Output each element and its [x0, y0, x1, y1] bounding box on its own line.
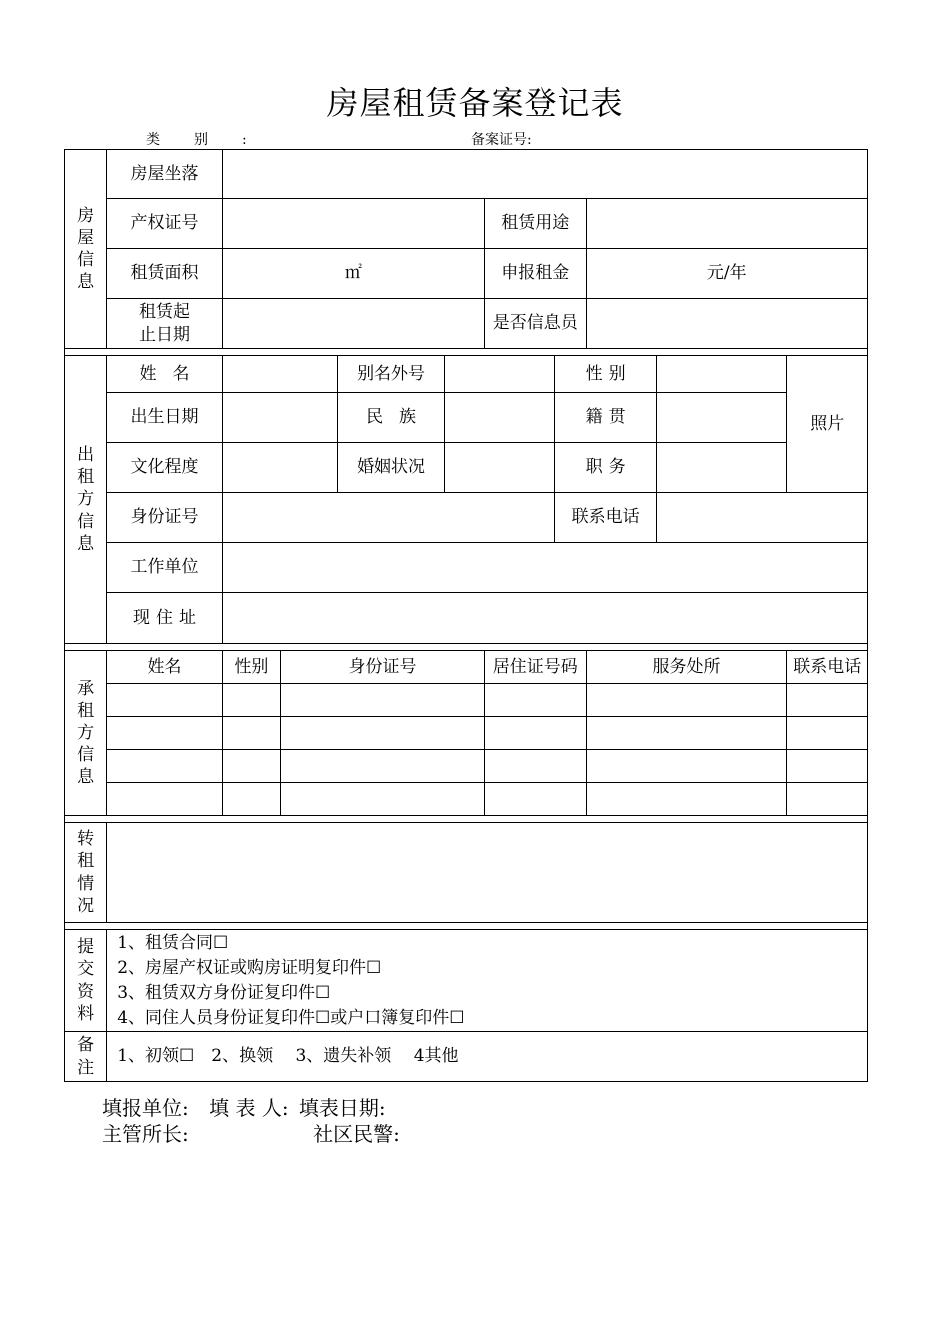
informant-label: 是否信息员 — [485, 299, 586, 349]
table-cell[interactable] — [485, 717, 586, 750]
table-row — [65, 783, 868, 816]
table-cell[interactable] — [787, 717, 868, 750]
education-label: 文化程度 — [107, 443, 223, 493]
job-title-field[interactable] — [656, 443, 787, 493]
lessor-id-field[interactable] — [222, 493, 555, 543]
alias-field[interactable] — [444, 356, 555, 393]
lessee-col-name: 姓名 — [107, 651, 223, 684]
native-place-field[interactable] — [656, 393, 787, 443]
record-number-label: 备案证号: — [471, 132, 532, 148]
table-cell[interactable] — [107, 684, 223, 717]
ethnicity-label: 民族 — [338, 393, 445, 443]
lessee-section-label: 承 租 方 信 息 — [65, 651, 107, 816]
table-cell[interactable] — [107, 750, 223, 783]
remarks-section-label: 备 注 — [65, 1032, 107, 1082]
workplace-label: 工作单位 — [107, 543, 223, 593]
lessor-gender-label: 性别 — [555, 356, 656, 393]
birth-date-label: 出生日期 — [107, 393, 223, 443]
house-location-field[interactable] — [222, 150, 867, 199]
table-cell[interactable] — [107, 717, 223, 750]
lessee-col-id: 身份证号 — [281, 651, 485, 684]
materials-item-id-copies[interactable]: 3、租赁双方身份证复印件☐ — [117, 982, 331, 1003]
lessor-phone-label: 联系电话 — [555, 493, 656, 543]
house-section-label: 房 屋 信 息 — [65, 150, 107, 349]
sublet-section-label: 转 租 情 况 — [65, 823, 107, 923]
marital-status-field[interactable] — [444, 443, 555, 493]
page-title: 房屋租赁备案登记表 — [326, 84, 624, 122]
table-cell[interactable] — [222, 684, 280, 717]
workplace-field[interactable] — [222, 543, 867, 593]
materials-section-label: 提 交 资 料 — [65, 930, 107, 1032]
rental-period-field[interactable] — [222, 299, 484, 349]
table-cell[interactable] — [281, 783, 485, 816]
type-field — [146, 129, 281, 149]
table-cell[interactable] — [281, 750, 485, 783]
table-cell[interactable] — [586, 750, 787, 783]
lessor-phone-field[interactable] — [656, 493, 867, 543]
property-cert-label: 产权证号 — [107, 199, 223, 249]
lessor-name-field[interactable] — [222, 356, 338, 393]
filler-label: 填 表 人: — [209, 1096, 289, 1120]
record-number-field — [471, 129, 532, 149]
materials-item-contract[interactable]: 1、租赁合同☐ — [117, 932, 229, 953]
table-cell[interactable] — [281, 717, 485, 750]
fill-date-label: 填表日期: — [298, 1096, 386, 1120]
lessee-col-residence-permit: 居住证号码 — [485, 651, 586, 684]
rental-use-field[interactable] — [586, 199, 868, 249]
job-title-label: 职务 — [555, 443, 656, 493]
table-row — [65, 750, 868, 783]
type-label: 类别: — [146, 132, 281, 148]
materials-item-cohabitant-docs[interactable]: 4、同住人员身份证复印件☐或户口簿复印件☐ — [117, 1007, 465, 1028]
table-cell[interactable] — [107, 783, 223, 816]
materials-list — [107, 930, 868, 1032]
section-divider — [65, 644, 868, 651]
ethnicity-field[interactable] — [444, 393, 555, 443]
lessor-name-label: 姓名 — [107, 356, 223, 393]
house-location-label: 房屋坐落 — [107, 150, 223, 199]
table-cell[interactable] — [222, 783, 280, 816]
table-cell[interactable] — [485, 684, 586, 717]
rental-period-label: 租赁起 止日期 — [107, 299, 223, 349]
table-cell[interactable] — [586, 783, 787, 816]
photo-box[interactable]: 照片 — [787, 356, 868, 493]
rental-use-label: 租赁用途 — [485, 199, 586, 249]
section-divider — [65, 349, 868, 356]
lessee-col-workplace: 服务处所 — [586, 651, 787, 684]
table-cell[interactable] — [485, 750, 586, 783]
table-cell[interactable] — [485, 783, 586, 816]
birth-date-field[interactable] — [222, 393, 338, 443]
table-row — [65, 684, 868, 717]
native-place-label: 籍贯 — [555, 393, 656, 443]
declared-rent-label: 申报租金 — [485, 249, 586, 299]
table-cell[interactable] — [787, 783, 868, 816]
sublet-field[interactable] — [107, 823, 868, 923]
registration-form — [64, 149, 868, 1082]
current-address-label: 现住址 — [107, 593, 223, 644]
current-address-field[interactable] — [222, 593, 867, 644]
lessor-id-label: 身份证号 — [107, 493, 223, 543]
materials-item-property-cert[interactable]: 2、房屋产权证或购房证明复印件☐ — [117, 957, 382, 978]
declared-rent-field[interactable]: 元/年 — [586, 249, 868, 299]
lessee-col-gender: 性别 — [222, 651, 280, 684]
table-row — [65, 717, 868, 750]
director-label: 主管所长: — [102, 1122, 189, 1146]
property-cert-field[interactable] — [222, 199, 484, 249]
footer-line-2 — [102, 1118, 400, 1147]
lessor-gender-field[interactable] — [656, 356, 787, 393]
informant-field[interactable] — [586, 299, 868, 349]
table-cell[interactable] — [281, 684, 485, 717]
lessee-col-phone: 联系电话 — [787, 651, 868, 684]
table-cell[interactable] — [222, 750, 280, 783]
footer-line-1 — [102, 1092, 386, 1121]
section-divider — [65, 816, 868, 823]
table-cell[interactable] — [586, 717, 787, 750]
table-cell[interactable] — [222, 717, 280, 750]
table-cell[interactable] — [787, 750, 868, 783]
rental-area-label: 租赁面积 — [107, 249, 223, 299]
alias-label: 别名外号 — [338, 356, 445, 393]
rental-area-field[interactable]: ㎡ — [222, 249, 484, 299]
lessor-section-label: 出 租 方 信 息 — [65, 356, 107, 644]
marital-status-label: 婚姻状况 — [338, 443, 445, 493]
education-field[interactable] — [222, 443, 338, 493]
remarks-options[interactable]: 1、初领☐ 2、换领 3、遗失补领 4其他 — [107, 1032, 868, 1082]
table-cell[interactable] — [787, 684, 868, 717]
table-cell[interactable] — [586, 684, 787, 717]
section-divider — [65, 923, 868, 930]
filing-unit-label: 填报单位: — [102, 1096, 189, 1120]
community-police-label: 社区民警: — [313, 1122, 400, 1146]
